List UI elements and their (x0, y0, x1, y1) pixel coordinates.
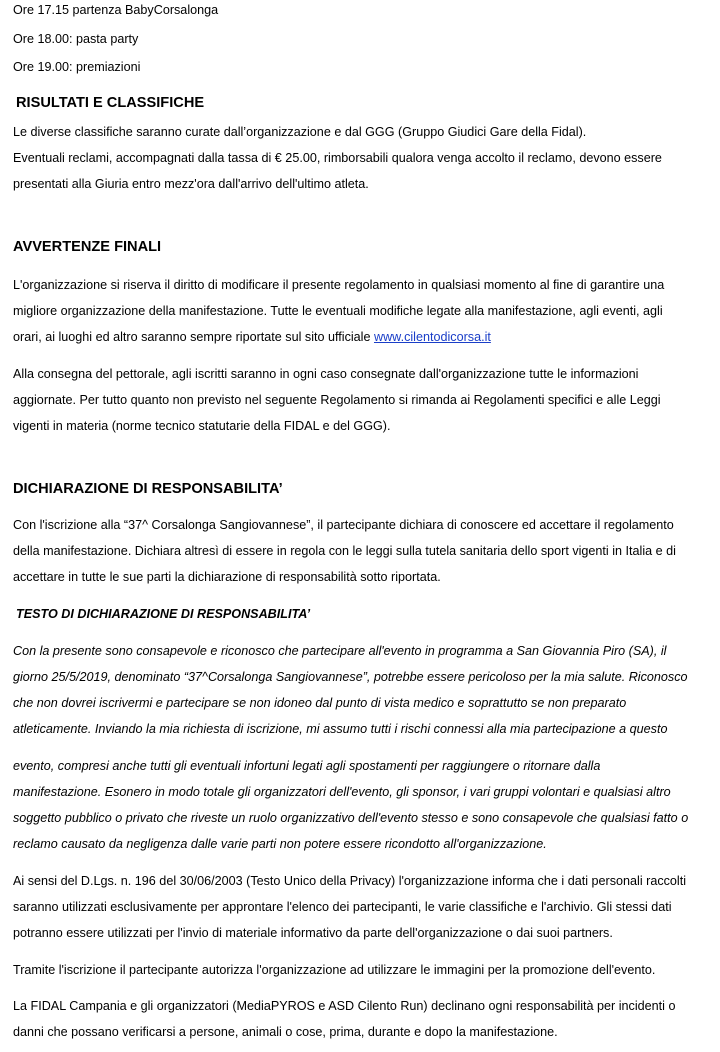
paragraph-line: accettare in tutte le sue parti la dichiarazione di responsabilità sotto riportata. (13, 570, 441, 584)
paragraph-line: Alla consegna del pettorale, agli iscritti saranno in ogni caso consegnate dall'organizzazione tutte le informazioni (13, 367, 639, 381)
section-heading-risultati: RISULTATI E CLASSIFICHE (16, 95, 205, 111)
paragraph-line: vigenti in materia (norme tecnico statutarie della FIDAL e del GGG). (13, 419, 391, 433)
declaration-line: evento, compresi anche tutti gli eventuali infortuni legati agli spostamenti per raggiungere o ritornare dalla (13, 759, 601, 773)
paragraph-line (13, 329, 491, 345)
paragraph-text: orari, ai luoghi ed altro saranno sempre riportate sul sito ufficiale (13, 330, 374, 344)
declaration-line: giorno 25/5/2019, denominato “37^Corsalonga Sangiovannese”, potrebbe essere pericoloso per la mia salute. Riconosco (13, 670, 688, 684)
site-link[interactable]: www.cilentodicorsa.it (373, 330, 491, 344)
privacy-line: saranno utilizzati esclusivamente per approntare l'elenco dei partecipanti, le varie classifiche e l'archivio. Gli stessi dati (13, 900, 672, 914)
privacy-line: potranno essere utilizzati per l'invio di materiale informativo da parte dell'organizzazione o dai suoi partners. (13, 926, 613, 940)
declaration-line: atleticamente. Inviando la mia richiesta di iscrizione, mi assumo tutti i rischi connessi alla mia partecipazione a questo (13, 722, 668, 736)
schedule-line: Ore 18.00: pasta party (13, 32, 139, 46)
fidal-disclaimer-line: danni che possano verificarsi a persone, animali o cose, prima, durante e dopo la manifestazione. (13, 1025, 558, 1039)
declaration-line: manifestazione. Esonero in modo totale gli organizzatori dell'evento, gli sponsor, i vari gruppi volontari e qualsiasi altro (13, 785, 671, 799)
paragraph-line: della manifestazione. Dichiara altresì di essere in regola con le leggi sulla tutela sanitaria dello sport vigenti in Italia e di (13, 544, 676, 558)
images-consent-line: Tramite l'iscrizione il partecipante autorizza l'organizzazione ad utilizzare le immagini per la promozione dell'evento. (13, 963, 656, 977)
privacy-line: Ai sensi del D.Lgs. n. 196 del 30/06/2003 (Testo Unico della Privacy) l'organizzazione informa che i dati personali raccolti (13, 874, 687, 888)
paragraph-line: migliore organizzazione della manifestazione. Tutte le eventuali modifiche legate alla manifestazione, agli eventi, agli (13, 304, 663, 318)
paragraph-line: Le diverse classifiche saranno curate dall’organizzazione e dal GGG (Gruppo Giudici Gare della Fidal). (13, 125, 587, 139)
paragraph-line: aggiornate. Per tutto quanto non previsto nel seguente Regolamento si rimanda ai Regolamenti specifici e alle Leggi (13, 393, 661, 407)
declaration-line: che non dovrei iscrivermi e partecipare se non idoneo dal punto di vista medico e soprattutto se non preparato (13, 696, 627, 710)
schedule-line: Ore 19.00: premiazioni (13, 60, 141, 74)
paragraph-line: L'organizzazione si riserva il diritto di modificare il presente regolamento in qualsiasi momento al fine di garantire una (13, 278, 665, 292)
section-heading-dichiarazione: DICHIARAZIONE DI RESPONSABILITA’ (13, 481, 283, 497)
schedule-line: Ore 17.15 partenza BabyCorsalonga (13, 3, 219, 17)
paragraph-line: Eventuali reclami, accompagnati dalla tassa di € 25.00, rimborsabili qualora venga accolto il reclamo, devono essere (13, 151, 662, 165)
section-heading-avvertenze: AVVERTENZE FINALI (13, 239, 162, 255)
declaration-line: soggetto pubblico o privato che riveste un ruolo organizzativo dell'evento stesso e sono consapevole che qualsiasi fatto o (13, 811, 689, 825)
declaration-line: Con la presente sono consapevole e riconosco che partecipare all'evento in programma a San Giovannia Piro (SA), il (13, 644, 667, 658)
paragraph-line: Con l'iscrizione alla “37^ Corsalonga Sangiovannese”, il partecipante dichiara di conoscere ed accettare il regolamento (13, 518, 674, 532)
fidal-disclaimer-line: La FIDAL Campania e gli organizzatori (MediaPYROS e ASD Cilento Run) declinano ogni responsabilità per incidenti o (13, 999, 676, 1013)
paragraph-line: presentati alla Giuria entro mezz'ora dall'arrivo dell'ultimo atleta. (13, 177, 369, 191)
subheading-testo-dichiarazione: TESTO DI DICHIARAZIONE DI RESPONSABILITA’ (16, 607, 311, 621)
declaration-line: reclamo causato da negligenza dalle varie parti non potere essere ricondotto all'organizzazione. (13, 837, 547, 851)
